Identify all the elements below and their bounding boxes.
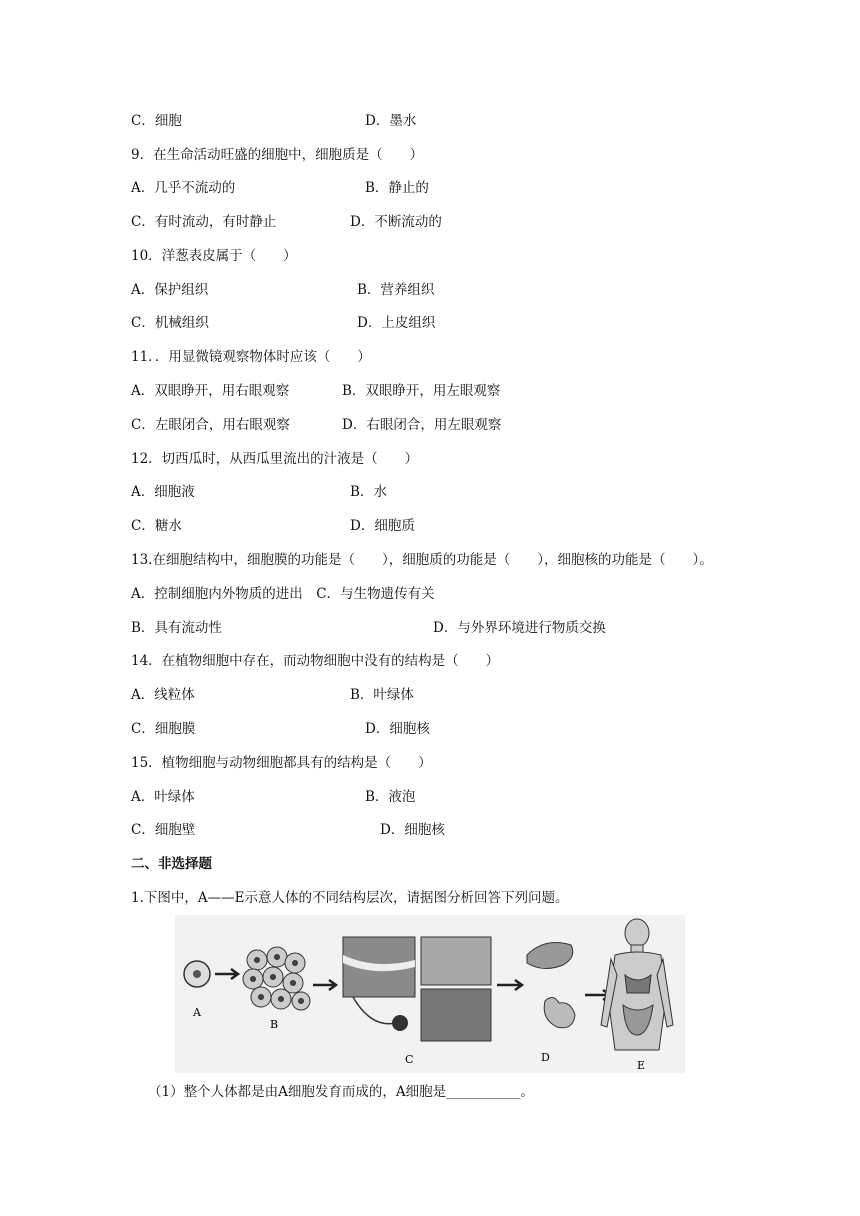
question-1: 1.下图中，A——E示意人体的不同结构层次，请据图分析回答下列问题。 — [131, 890, 569, 906]
option-b: B．液泡 — [365, 789, 416, 805]
label-d: D — [541, 1051, 550, 1064]
option-c: C．细胞 — [131, 113, 182, 129]
section-heading: 二、非选择题 — [131, 856, 212, 872]
question-12: 12．切西瓜时，从西瓜里流出的汁液是（ ） — [131, 451, 419, 467]
option-c: C．糖水 — [131, 518, 182, 534]
label-b: B — [270, 1018, 279, 1031]
line-6 — [131, 313, 436, 333]
body-structure-figure — [175, 915, 685, 1073]
label-a: A — [193, 1006, 201, 1019]
option-d: D．细胞质 — [350, 518, 415, 534]
line-18 — [131, 719, 430, 739]
option-c: C．细胞膜 — [131, 721, 196, 737]
label-e: E — [637, 1059, 646, 1072]
question-9: 9．在生命活动旺盛的细胞中，细胞质是（ ） — [131, 147, 424, 163]
option-b: B．静止的 — [365, 180, 429, 196]
option-c: C．细胞壁 — [131, 822, 196, 838]
subquestion-1: （1）整个人体都是由A细胞发育而成的，A细胞是___________。 — [148, 1084, 534, 1100]
line-2 — [131, 178, 429, 198]
option-b: B．营养组织 — [357, 282, 435, 298]
option-a: A．双眼睁开，用右眼观察 — [131, 383, 290, 399]
question-13: 13.在细胞结构中，细胞膜的功能是（ ），细胞质的功能是（ ），细胞核的功能是（ ）。 — [131, 552, 713, 568]
question-14: 14．在植物细胞中存在，而动物细胞中没有的结构是（ ） — [131, 653, 500, 669]
line-12 — [131, 516, 415, 536]
question-15: 15．植物细胞与动物细胞都具有的结构是（ ） — [131, 755, 432, 771]
cell-cluster-b-icon — [243, 947, 310, 1010]
option-d: D．不断流动的 — [350, 214, 442, 230]
option-b: B．双眼睁开，用左眼观察 — [342, 383, 501, 399]
line-5 — [131, 280, 435, 300]
nerve-cell-body — [392, 1015, 408, 1031]
line-14 — [131, 584, 435, 604]
option-a: A．保护组织 — [131, 282, 209, 298]
option-b: B．水 — [350, 484, 387, 500]
option-c: C．左眼闭合，用右眼观察 — [131, 417, 290, 433]
line-8 — [131, 381, 501, 401]
option-d: D．右眼闭合，用左眼观察 — [342, 417, 502, 433]
option-c: C．机械组织 — [131, 315, 209, 331]
line-3 — [131, 212, 442, 232]
option-b: B．具有流动性 — [131, 620, 222, 636]
line-21 — [131, 820, 445, 840]
option-b: B．叶绿体 — [350, 687, 414, 703]
question-11: 11．．用显微镜观察物体时应该（ ） — [131, 349, 371, 365]
option-a: A．线粒体 — [131, 687, 195, 703]
option-a: A．几乎不流动的 — [131, 180, 236, 196]
option-c: C．有时流动，有时静止 — [131, 214, 277, 230]
options-a-c: A．控制细胞内外物质的进出 C．与生物遗传有关 — [131, 586, 435, 602]
label-c: C — [405, 1053, 414, 1066]
option-d: D．细胞核 — [380, 822, 445, 838]
option-d: D．细胞核 — [365, 721, 430, 737]
line-15 — [131, 618, 606, 638]
option-d: D．墨水 — [365, 113, 417, 129]
option-d: D．上皮组织 — [357, 315, 436, 331]
connective-tissue-image — [421, 989, 491, 1041]
line-0 — [131, 111, 417, 131]
cell-a-nucleus — [193, 970, 201, 978]
option-a: A．细胞液 — [131, 484, 195, 500]
line-20 — [131, 787, 416, 807]
line-11 — [131, 482, 387, 502]
line-17 — [131, 685, 414, 705]
question-10: 10．洋葱表皮属于（ ） — [131, 248, 297, 264]
muscle-tissue-image — [421, 937, 491, 985]
option-a: A．叶绿体 — [131, 789, 195, 805]
option-d: D．与外界环境进行物质交换 — [433, 620, 606, 636]
structure-diagram — [175, 915, 685, 1073]
line-9 — [131, 415, 502, 435]
